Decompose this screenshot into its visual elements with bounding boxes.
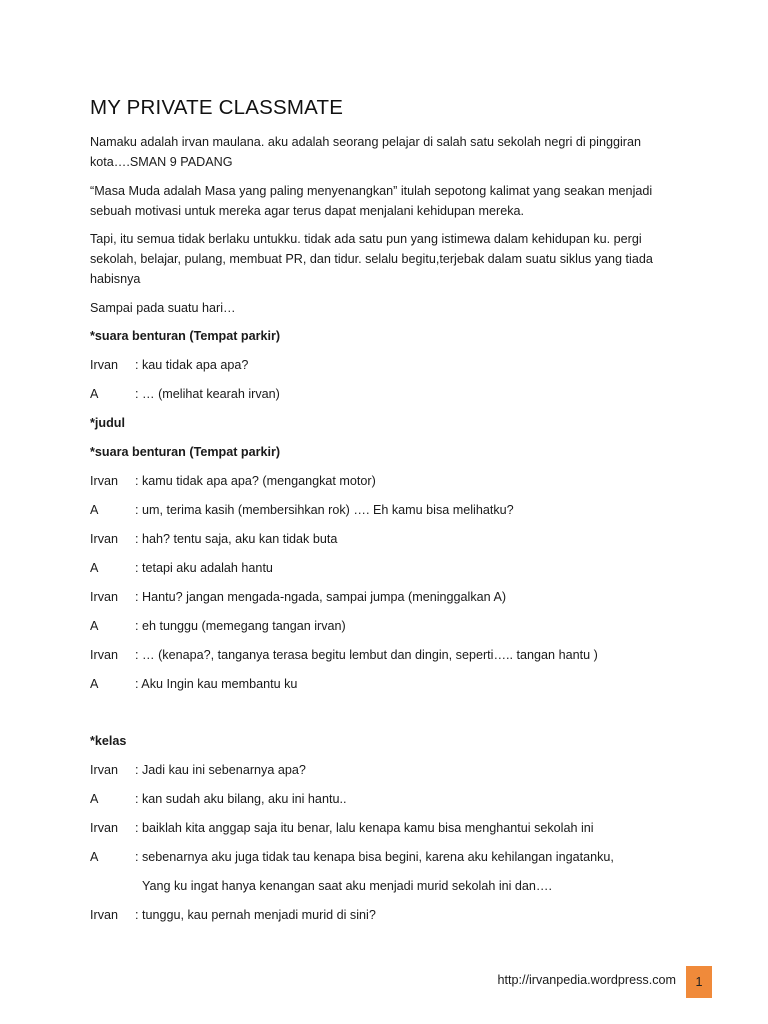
paragraph: Tapi, itu semua tidak berlaku untukku. tidak ada satu pun yang istimewa dalam kehidupan ku. pergi sekolah, belajar, pulang, membuat PR, dan tidur. selalu begitu,terjebak dalam suatu siklus yang tiada habisnya [90,232,653,286]
speaker: Irvan [90,908,118,922]
scene-heading: *suara benturan (Tempat parkir) [90,329,281,343]
speaker: A [90,387,99,401]
speaker: Irvan [90,821,118,835]
dialogue-text: : tunggu, kau pernah menjadi murid di sini? [135,908,376,922]
dialogue-text: : um, terima kasih (membersihkan rok) …. Eh kamu bisa melihatku? [135,503,514,517]
dialogue-text: : kau tidak apa apa? [135,358,249,372]
dialogue-text: : eh tunggu (memegang tangan irvan) [135,619,346,633]
speaker: A [90,561,99,575]
speaker: A [90,677,99,691]
speaker: A [90,619,99,633]
paragraph: “Masa Muda adalah Masa yang paling menyenangkan” itulah sepotong kalimat yang seakan menjadi sebuah motivasi untuk mereka agar terus dapat menjalani kehidupan mereka. [90,183,653,218]
dialogue-text: : hah? tentu saja, aku kan tidak buta [135,532,338,546]
dialogue-line [90,847,690,867]
speaker: A [90,850,99,864]
speaker: Irvan [90,648,118,662]
dialogue-line [90,905,690,925]
dialogue-text: : Jadi kau ini sebenarnya apa? [135,763,306,777]
dialogue-line [90,674,690,694]
scene-heading: *kelas [90,734,127,748]
document-title: MY PRIVATE CLASSMATE [90,96,344,119]
dialogue-text: : … (melihat kearah irvan) [135,387,280,401]
page-footer [0,966,768,998]
dialogue-line [90,818,690,838]
scene-heading: *suara benturan (Tempat parkir) [90,445,281,459]
page-content [90,94,690,934]
dialogue-continuation: Yang ku ingat hanya kenangan saat aku menjadi murid sekolah ini dan…. [142,879,553,893]
dialogue-line [90,645,690,665]
footer-url-link[interactable]: http://irvanpedia.wordpress.com [497,973,676,987]
speaker: Irvan [90,763,118,777]
dialogue-line [90,529,690,549]
speaker: A [90,792,99,806]
speaker: Irvan [90,358,118,372]
dialogue-line [90,500,690,520]
page-number-badge: 1 [686,966,712,998]
dialogue-text: : kamu tidak apa apa? (mengangkat motor) [135,474,376,488]
dialogue-line [90,471,690,491]
dialogue-text: : tetapi aku adalah hantu [135,561,273,575]
speaker: A [90,503,99,517]
speaker: Irvan [90,474,118,488]
dialogue-text: : sebenarnya aku juga tidak tau kenapa bisa begini, karena aku kehilangan ingatanku, [135,850,614,864]
dialogue-line [90,355,690,375]
dialogue-text: : Hantu? jangan mengada-ngada, sampai jumpa (meninggalkan A) [135,590,507,604]
dialogue-text: : kan sudah aku bilang, aku ini hantu.. [135,792,347,806]
dialogue-text: : baiklah kita anggap saja itu benar, lalu kenapa kamu bisa menghantui sekolah ini [135,821,594,835]
dialogue-line [90,558,690,578]
dialogue-line [90,384,690,404]
dialogue-line [90,789,690,809]
scene-heading: *judul [90,416,125,430]
dialogue-line [90,587,690,607]
paragraph: Sampai pada suatu hari… [90,300,236,315]
speaker: Irvan [90,532,118,546]
dialogue-line [90,616,690,636]
paragraph: Namaku adalah irvan maulana. aku adalah seorang pelajar di salah satu sekolah negri di pinggiran kota….SMAN 9 PADANG [90,135,641,169]
dialogue-text: : Aku Ingin kau membantu ku [135,677,298,691]
speaker: Irvan [90,590,118,604]
dialogue-line [90,760,690,780]
blank-line [90,703,690,731]
dialogue-text: : … (kenapa?, tanganya terasa begitu lembut dan dingin, seperti….. tangan hantu ) [135,648,598,662]
